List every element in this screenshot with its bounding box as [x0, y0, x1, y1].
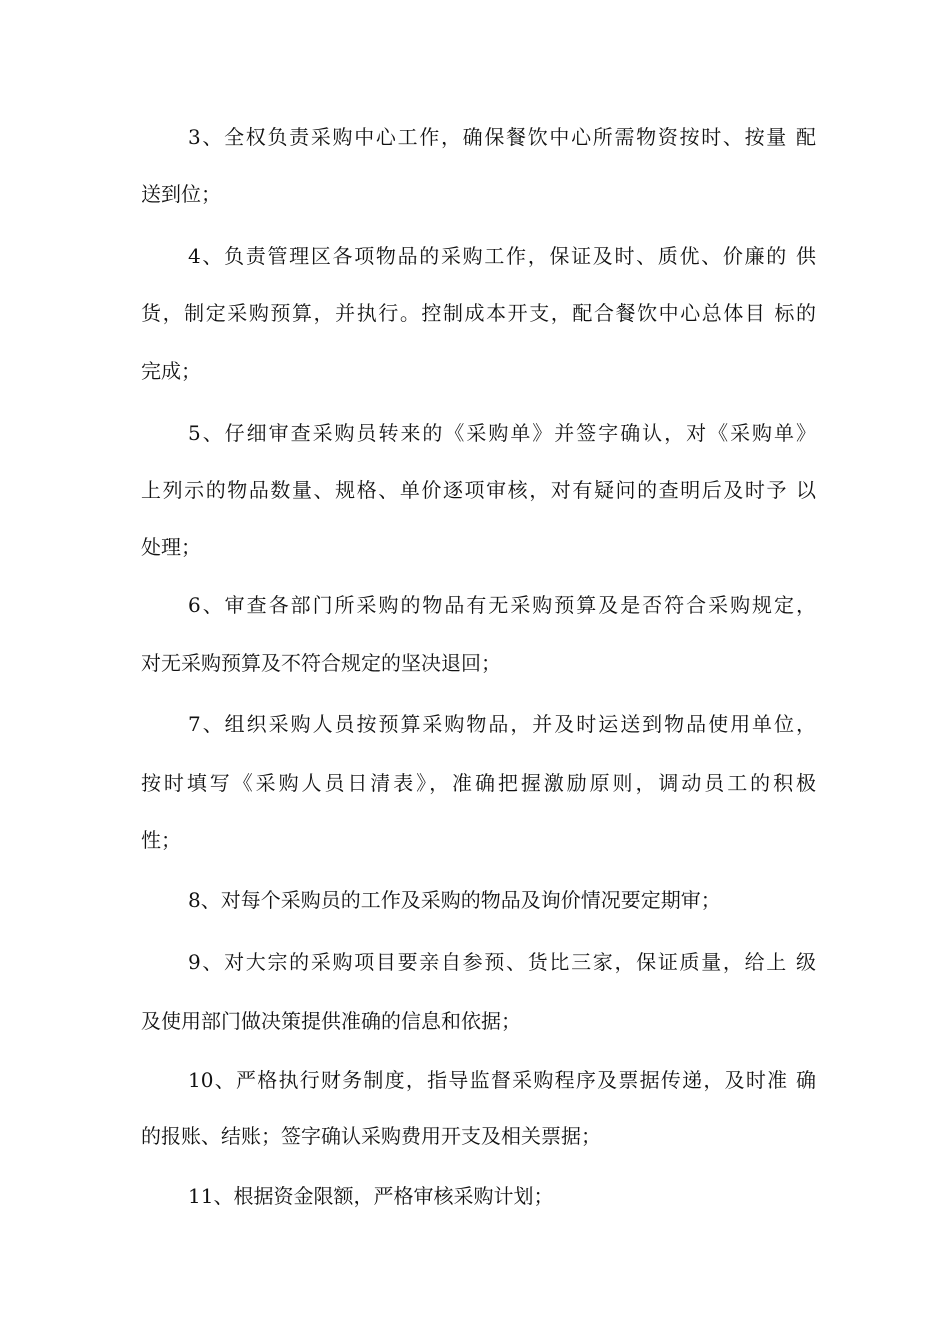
- paragraph-6-line-2: 对无采购预算及不符合规定的坚决退回；: [141, 651, 501, 675]
- paragraph-10-line-1: 10、严格执行财务制度，指导监督采购程序及票据传递，及时准 确: [188, 1068, 816, 1092]
- paragraph-5-line-1: 5、仔细审查采购员转来的《采购单》并签字确认，对《采购单》: [188, 421, 816, 445]
- paragraph-10-line-2: 的报账、结账；签字确认采购费用开支及相关票据；: [141, 1124, 601, 1148]
- paragraph-4-line-3: 完成；: [141, 359, 201, 383]
- paragraph-9-line-1: 9、对大宗的采购项目要亲自参预、货比三家，保证质量，给上 级: [188, 950, 816, 974]
- paragraph-5-line-2: 上列示的物品数量、规格、单价逐项审核，对有疑问的查明后及时予 以: [141, 478, 816, 502]
- paragraph-9-line-2: 及使用部门做决策提供准确的信息和依据；: [141, 1009, 521, 1033]
- paragraph-6-line-1: 6、审查各部门所采购的物品有无采购预算及是否符合采购规定，: [188, 593, 816, 617]
- paragraph-8-line-1: 8、对每个采购员的工作及采购的物品及询价情况要定期审；: [188, 888, 721, 912]
- paragraph-7-line-2: 按时填写《采购人员日清表》，准确把握激励原则，调动员工的积极: [141, 771, 816, 795]
- paragraph-7-line-3: 性；: [141, 828, 181, 852]
- paragraph-7-line-1: 7、组织采购人员按预算采购物品，并及时运送到物品使用单位，: [188, 712, 816, 736]
- paragraph-3-line-1: 3、全权负责采购中心工作，确保餐饮中心所需物资按时、按量 配: [188, 125, 816, 149]
- paragraph-4-line-1: 4、负责管理区各项物品的采购工作，保证及时、质优、价廉的 供: [188, 244, 816, 268]
- paragraph-11-line-1: 11、根据资金限额，严格审核采购计划；: [188, 1184, 554, 1208]
- paragraph-3-line-2: 送到位；: [141, 182, 221, 206]
- paragraph-4-line-2: 货，制定采购预算，并执行。控制成本开支，配合餐饮中心总体目 标的: [141, 301, 816, 325]
- paragraph-5-line-3: 处理；: [141, 535, 201, 559]
